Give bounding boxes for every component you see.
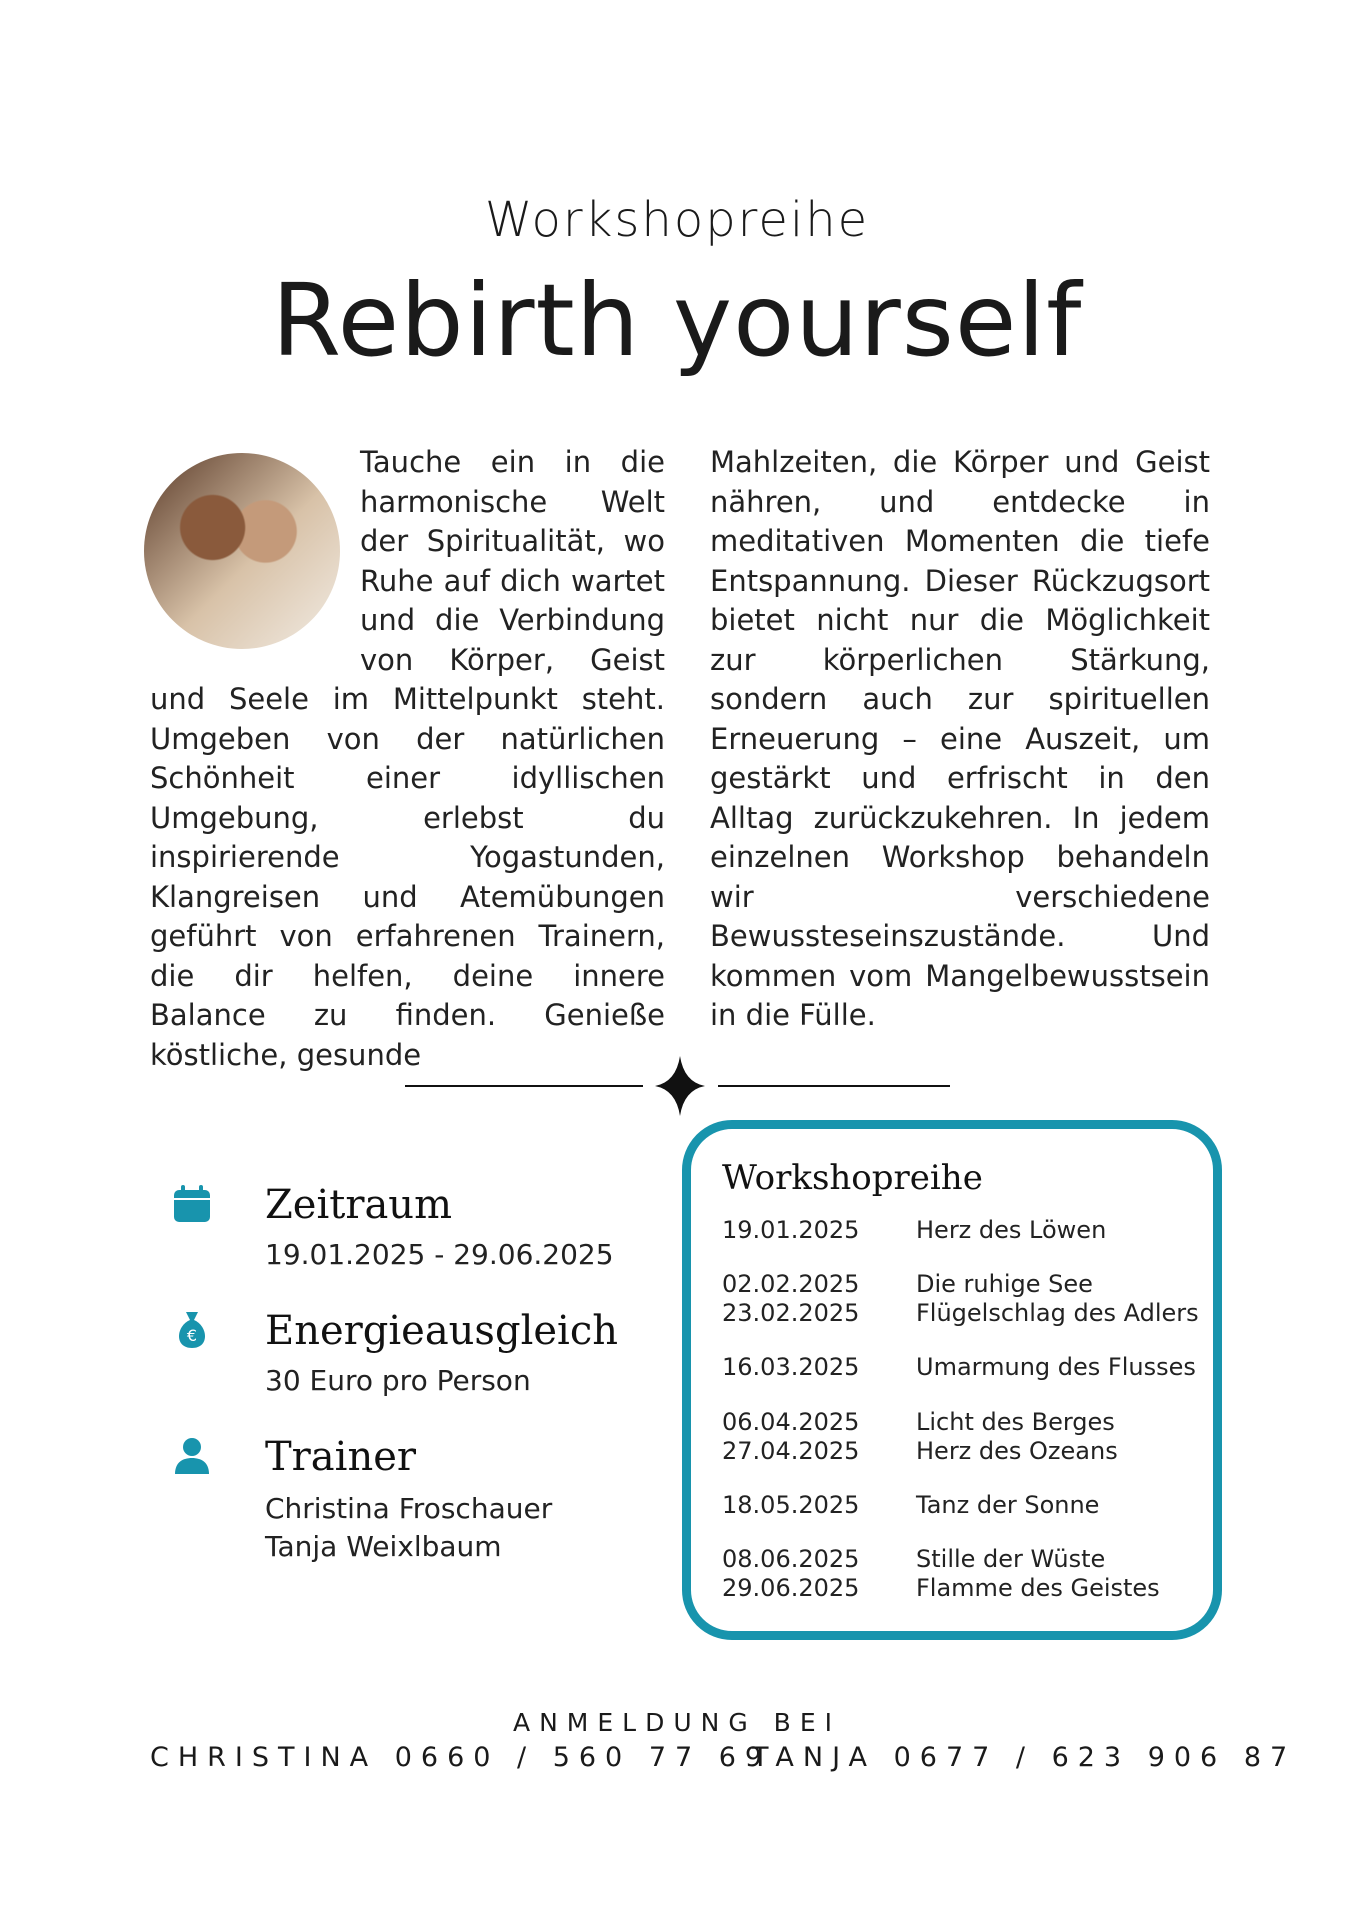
schedule-date: 02.02.2025: [722, 1270, 860, 1298]
registration-tanja: TANJA 0677 / 623 906 87: [752, 1742, 1297, 1773]
schedule-title: Workshopreihe: [722, 1158, 983, 1198]
money-bag-icon: [172, 1310, 212, 1350]
person-icon: [172, 1436, 212, 1476]
text-column-right: Mahlzeiten, die Körper und Geist nähren, und entdecke in meditativen Momenten die tiefe Entspannung. Dieser Rückzugsort bietet nicht nur die Möglichkeit zur körperlichen Stärkung, sondern auch zur spirituellen Erneuerung – eine Auszeit, um gestärkt und erfrischt in den Alltag zurückzukehren. In jedem einzelnen Workshop behandeln wir verschiedene Bewussteseinszustände. Und kommen vom Mangelbewusstsein in die Fülle.: [710, 445, 1210, 1032]
schedule-date: 06.04.2025: [722, 1408, 860, 1436]
schedule-date: 16.03.2025: [722, 1353, 860, 1381]
trainer-name-2: Tanja Weixlbaum: [265, 1530, 502, 1563]
period-value: 19.01.2025 - 29.06.2025: [265, 1238, 614, 1271]
registration-label: ANMELDUNG BEI: [513, 1708, 841, 1737]
schedule-name: Licht des Berges: [916, 1408, 1115, 1436]
schedule-name: Tanz der Sonne: [916, 1491, 1100, 1519]
sparkle-icon: [655, 1056, 705, 1116]
schedule-date: 19.01.2025: [722, 1216, 860, 1244]
schedule-name: Umarmung des Flusses: [916, 1353, 1196, 1381]
text-column-left: [150, 443, 665, 1075]
schedule-date: 08.06.2025: [722, 1545, 860, 1573]
svg-text:€: €: [186, 1326, 198, 1345]
schedule-name: Flamme des Geistes: [916, 1574, 1160, 1602]
schedule-date: 18.05.2025: [722, 1491, 860, 1519]
calendar-icon: [172, 1184, 212, 1224]
schedule-date: 27.04.2025: [722, 1437, 860, 1465]
intro-text-part2: Körper, Geist und Seele im Mittelpunkt steht. Umgeben von der natürlichen Schönheit einer idyllischen Umgebung, erlebst du inspirierende Yogastunden, Klangreisen und Atemübungen geführt von erfahrenen Trainern, die dir helfen, deine innere Balance zu finden. Genieße köstliche, gesunde: [150, 642, 665, 1072]
price-heading: Energieausgleich: [265, 1308, 618, 1354]
period-heading: Zeitraum: [265, 1182, 452, 1228]
price-value: 30 Euro pro Person: [265, 1364, 531, 1397]
page-title: Rebirth yourself: [271, 262, 1083, 379]
schedule-name: Herz des Löwen: [916, 1216, 1107, 1244]
schedule-name: Herz des Ozeans: [916, 1437, 1118, 1465]
intro-text-part1: Tauche ein in die harmonische Welt der Spiritualität, wo Ruhe auf dich wartet und die Verbindung von: [360, 445, 665, 677]
schedule-date: 29.06.2025: [722, 1574, 860, 1602]
page-subtitle: Workshopreihe: [484, 192, 870, 248]
schedule-name: Flügelschlag des Adlers: [916, 1299, 1199, 1327]
schedule-name: Die ruhige See: [916, 1270, 1093, 1298]
sparkle-divider: [405, 1050, 950, 1120]
schedule-name: Stille der Wüste: [916, 1545, 1106, 1573]
registration-christina: CHRISTINA 0660 / 560 77 69: [150, 1742, 772, 1773]
trainers-photo: [144, 453, 340, 649]
trainer-heading: Trainer: [265, 1434, 416, 1480]
schedule-date: 23.02.2025: [722, 1299, 860, 1327]
trainer-name-1: Christina Froschauer: [265, 1492, 553, 1525]
